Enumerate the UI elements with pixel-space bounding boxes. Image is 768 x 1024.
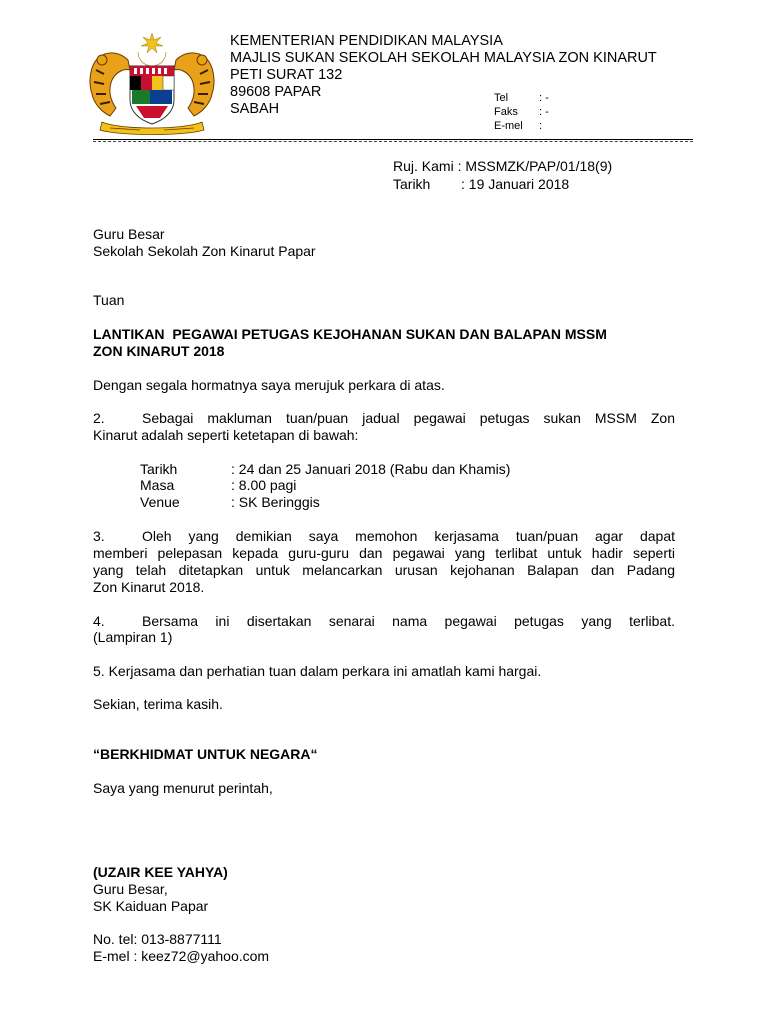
state: SABAH [230,101,280,117]
crest [80,30,224,138]
paragraph-text: Oleh yang demikian saya memohon kerjasama tuan/puan agar dapat [142,528,675,544]
council-name: MAJLIS SUKAN SEKOLAH SEKOLAH MALAYSIA ZON KINARUT [230,50,657,66]
contact-label: Faks [494,106,518,118]
header-divider-dashed [93,141,693,142]
signatory-email: E-mel : keez72@yahoo.com [93,948,270,964]
subject-line-1: LANTIKAN PEGAWAI PETUGAS KEJOHANAN SUKAN DAN BALAPAN MSSM [93,326,607,342]
contact-tel [494,91,549,105]
po-box: PETI SURAT 132 [230,67,343,83]
paragraph-number: 3. [93,528,105,544]
schedule-row [140,494,320,510]
signatory-school: SK Kaiduan Papar [93,898,209,914]
malaysia-coat-of-arms-icon [80,30,224,138]
paragraph-1: Dengan segala hormatnya saya merujuk perkara di atas. [93,377,445,393]
sign-off: Saya yang menurut perintah, [93,780,273,796]
contact-fax [494,105,549,119]
contact-email [494,119,542,133]
paragraph-3-line-3: yang telah ditetapkan untuk melancarkan urusan kejohanan Balapan dan Padang [93,562,675,578]
schedule-row [140,477,296,493]
paragraph-3-line-4: Zon Kinarut 2018. [93,579,205,595]
paragraph-4-line-1 [93,613,675,629]
schedule-value: : 24 dan 25 Januari 2018 (Rabu dan Khamis) [231,461,511,477]
signatory-title: Guru Besar, [93,881,168,897]
signatory-name: (UZAIR KEE YAHYA) [93,864,228,880]
ministry-name: KEMENTERIAN PENDIDIKAN MALAYSIA [230,33,503,49]
paragraph-3-line-1 [93,528,675,544]
paragraph-text: Sebagai makluman tuan/puan jadual pegawai petugas sukan MSSM Zon [142,410,675,426]
schedule-label: Tarikh [140,461,178,477]
reference-number: Ruj. Kami : MSSMZK/PAP/01/18(9) [393,158,613,174]
paragraph-2-line-2: Kinarut adalah seperti ketetapan di bawah: [93,427,359,443]
header-divider [93,139,693,140]
date-value: : 19 Januari 2018 [461,176,570,192]
schedule-row [140,461,510,477]
date-label: Tarikh [393,176,431,192]
paragraph-5: 5. Kerjasama dan perhatian tuan dalam perkara ini amatlah kami hargai. [93,663,542,679]
contact-label: E-mel [494,120,523,132]
paragraph-text: Bersama ini disertakan senarai nama pegawai petugas yang terlibat. [142,613,675,629]
subject-line-2: ZON KINARUT 2018 [93,343,225,359]
paragraph-4-line-2: (Lampiran 1) [93,629,173,645]
contact-value: : - [539,92,549,104]
schedule-value: : 8.00 pagi [231,477,297,493]
contact-value: : [539,120,543,132]
recipient-org: Sekolah Sekolah Zon Kinarut Papar [93,243,316,259]
signatory-phone: No. tel: 013-8877111 [93,931,222,947]
motto: “BERKHIDMAT UNTUK NEGARA“ [93,746,318,762]
recipient-title: Guru Besar [93,226,165,242]
schedule-value: : SK Beringgis [231,494,320,510]
schedule-label: Venue [140,494,180,510]
postcode-city: 89608 PAPAR [230,84,322,100]
paragraph-number: 4. [93,613,105,629]
closing-line: Sekian, terima kasih. [93,696,223,712]
schedule-label: Masa [140,477,175,493]
contact-value: : - [539,106,549,118]
letter-date [393,176,569,192]
contact-label: Tel [494,92,509,104]
paragraph-number: 2. [93,410,105,426]
paragraph-3-line-2: memberi pelepasan kepada guru-guru dan pegawai yang terlibat untuk hadir seperti [93,545,675,561]
salutation: Tuan [93,292,125,308]
paragraph-2-line-1 [93,410,675,426]
